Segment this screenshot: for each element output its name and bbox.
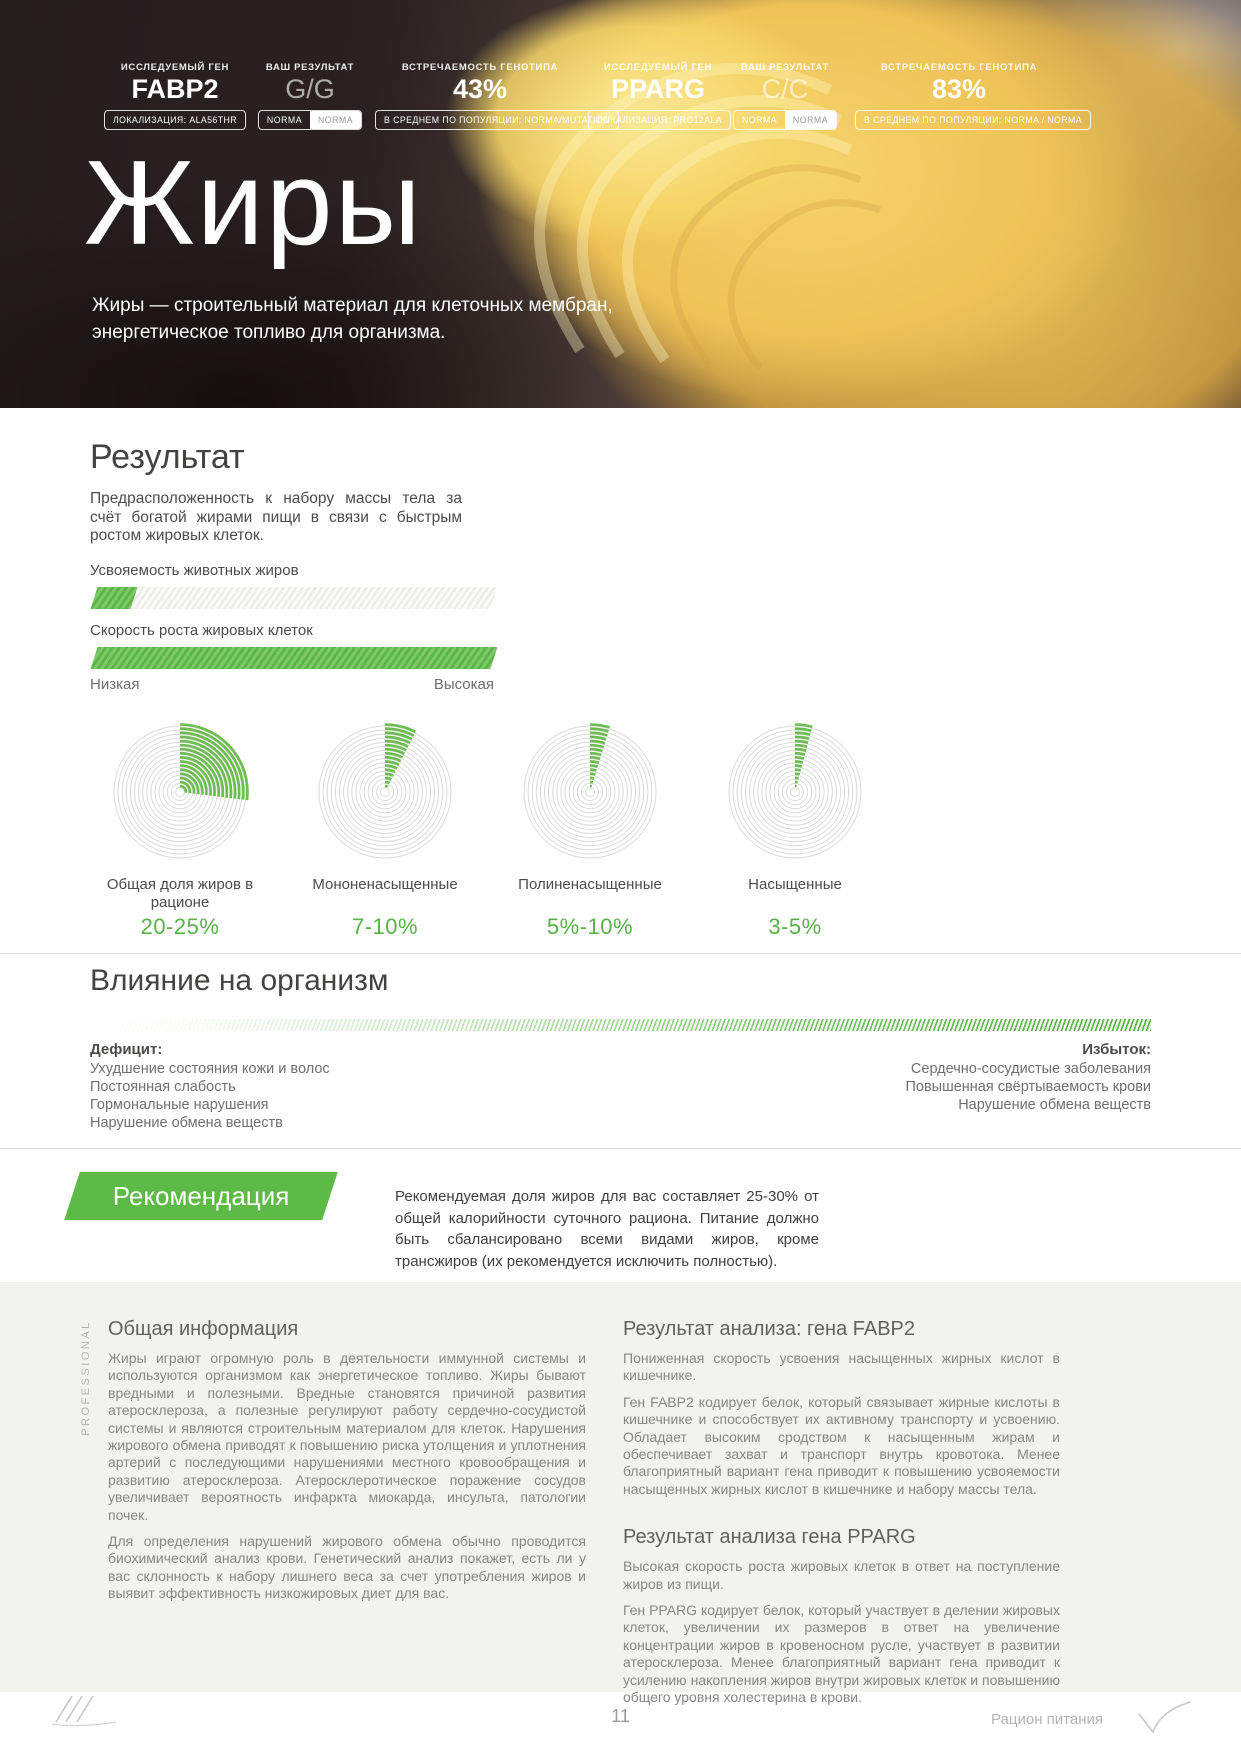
list-item: Нарушение обмена веществ <box>958 1097 1151 1113</box>
chart-value-saturated: 3-5% <box>768 914 822 939</box>
spiral-chart-monounsaturated <box>312 719 458 865</box>
chart-label-saturated: Насыщенные <box>748 876 842 893</box>
list-item: Сердечно-сосудистые заболевания <box>910 1061 1151 1077</box>
result-block-fabp2 <box>252 62 368 130</box>
chart-value-total-fats: 20-25% <box>140 914 220 939</box>
gene-label: ИССЛЕДУЕМЫЙ ГЕН <box>120 62 230 73</box>
deficit-title: Дефицит: <box>90 1041 163 1058</box>
recommendation-banner <box>64 1172 338 1220</box>
result-heading: Результат <box>90 438 245 476</box>
toggle-option-norma: NORMA <box>266 115 303 125</box>
list-item: Нарушение обмена веществ <box>90 1115 283 1131</box>
bar-label-fat-cell-growth: Скорость роста жировых клеток <box>90 622 313 639</box>
scale-low-label: Низкая <box>90 676 140 693</box>
professional-side-label: PROFESSIONAL <box>80 1320 92 1436</box>
details-panel <box>0 1282 1241 1706</box>
pparg-result-paragraph: Высокая скорость роста жировых клеток в ответ на поступление жиров из пищи. <box>623 1558 1060 1592</box>
result-block-pparg <box>732 62 838 130</box>
bar-animal-fats <box>90 587 497 609</box>
butter-photo-header <box>0 0 1241 408</box>
list-item: Ухудшение состояния кожи и волос <box>90 1061 330 1077</box>
page-title: Жиры <box>84 136 423 270</box>
chart-label-polyunsaturated: Полиненасыщенные <box>518 876 662 893</box>
gene-block-fabp2 <box>100 62 250 130</box>
bar-label-animal-fats: Усвояемость животных жиров <box>90 562 299 579</box>
chart-label-total-fats: Общая доля жиров в рационе <box>106 876 254 911</box>
list-item: Гормональные нарушения <box>90 1097 269 1113</box>
population-badge: В СРЕДНЕМ ПО ПОПУЛЯЦИИ: NORMA/MUTATION <box>375 110 619 130</box>
excess-list <box>651 1060 1151 1114</box>
footer-section-label: Рацион питания <box>991 1711 1103 1728</box>
section-divider <box>0 953 1241 954</box>
genotype-value: G/G <box>285 74 335 104</box>
frequency-value: 43% <box>452 74 508 104</box>
result-intro: Предрасположенность к набору массы тела за счёт богатой жирами пищи в связи с быстрым ростом жировых клеток. <box>90 490 462 545</box>
chart-value-polyunsaturated: 5%-10% <box>546 914 634 939</box>
bar-fill <box>90 587 137 609</box>
chart-label-monounsaturated: Мононенасыщенные <box>312 876 458 893</box>
fabp2-result-paragraph: Ген FABP2 кодирует белок, который связывает жирные кислоты в кишечнике и способствует их активному транспорту и усвоению. Обладает высоким сродством к насыщенным жирам и обеспечивает захват и транспорт внутрь кровотока. Менее благоприятный вариант гена приводит к повышению усвояемости насыщенных жирных кислот в кишечнике и набору массы тела. <box>623 1393 1060 1497</box>
deficit-list <box>90 1060 330 1132</box>
analysis-results-column <box>623 1318 1060 1707</box>
general-info-column <box>108 1318 586 1603</box>
spiral-chart-total-fats <box>107 719 253 865</box>
section-divider <box>0 1148 1241 1149</box>
excess-title: Избыток: <box>1082 1041 1151 1058</box>
general-info-paragraph: Для определения нарушений жирового обмена обычно проводится биохимический анализ крови. Генетический анализ покажет, есть ли у вас склонность к набору лишнего веса за счет употребления жиров и выявит эффективность низкожировых диет для вас. <box>108 1533 586 1602</box>
page-number: 11 <box>611 1706 630 1726</box>
recommendation-text: Рекомендуемая доля жиров для вас составляет 25-30% от общей калорийности суточного рациона. Питание должно быть сбалансировано всеми видами жиров, кроме трансжиров (их рекомендуется исключить полностью). <box>395 1188 819 1270</box>
frequency-block-fabp2 <box>375 62 610 130</box>
list-item: Повышенная свёртываемость крови <box>905 1079 1151 1095</box>
recommendation-banner-label: Рекомендация <box>112 1181 290 1211</box>
pparg-result-heading: Результат анализа гена PPARG <box>623 1526 916 1549</box>
bar-fat-cell-growth <box>90 647 497 669</box>
population-badge: В СРЕДНЕМ ПО ПОПУЛЯЦИИ: NORMA / NORMA <box>855 110 1091 130</box>
pparg-result-paragraph: Ген PPARG кодирует белок, который участвует в делении жировых клеток, увеличении их размеров в ответ на увеличение концентрации жиров в кровеносном русле, участвует в развитии атеросклероза. Менее благоприятный вариант гена приводит к усилению накопления жиров внутри жировых клеток и повышению общего уровня холестерина в крови. <box>623 1602 1060 1706</box>
frequency-value: 83% <box>931 74 987 104</box>
genotype-value: C/C <box>761 74 809 104</box>
frequency-block-pparg <box>855 62 1083 130</box>
list-item: Постоянная слабость <box>90 1079 236 1095</box>
bar-fill <box>90 647 497 669</box>
page-subtitle: Жиры — строительный материал для клеточных мембран, энергетическое топливо для организма. <box>92 295 613 343</box>
norma-toggle <box>258 110 362 130</box>
fabp2-result-paragraph: Пониженная скорость усвоения насыщенных жирных кислот в кишечнике. <box>623 1350 1060 1384</box>
fabp2-result-heading: Результат анализа: гена FABP2 <box>623 1318 916 1340</box>
spiral-chart-polyunsaturated <box>517 719 663 865</box>
influence-heading: Влияние на организм <box>90 964 389 997</box>
general-info-paragraph: Жиры играют огромную роль в деятельности иммунной системы и используются организмом как энергетическое топливо. Жиры бывают вредными и полезными. Вредные становятся причиной развития атеросклероза, а полезные регулируют работу сердечно-сосудистой системы и являются строительным материалом для клеток. Нарушения жирового обмена приводят к повышению риска утолщения и уплотнения артерий с последующими нарушениями местного кровообращения и развитию атеросклероза. Атеросклеротическое поражение сосудов увеличивает вероятность инфаркта миокарда, инсульта, патологии почек. <box>108 1350 586 1523</box>
gene-name: FABP2 <box>131 74 219 104</box>
toggle-option-norma-active: NORMA <box>310 111 361 129</box>
result-label: ВАШ РЕЗУЛЬТАТ <box>265 62 355 73</box>
gene-block-pparg <box>588 62 728 130</box>
toggle-option-norma-active: NORMA <box>785 111 836 129</box>
frequency-label: ВСТРЕЧАЕМОСТЬ ГЕНОТИПА <box>401 62 559 73</box>
gene-location-badge: ЛОКАЛИЗАЦИЯ: ALA56THR <box>104 110 246 130</box>
scale-high-label: Высокая <box>433 676 494 693</box>
gene-label: ИССЛЕДУЕМЫЙ ГЕН <box>603 62 713 73</box>
result-label: ВАШ РЕЗУЛЬТАТ <box>740 62 830 73</box>
toggle-option-norma: NORMA <box>741 115 778 125</box>
norma-toggle <box>733 110 837 130</box>
general-info-heading: Общая информация <box>108 1318 299 1340</box>
spiral-chart-saturated <box>722 719 868 865</box>
chart-value-monounsaturated: 7-10% <box>351 914 419 939</box>
deficit-excess-gradient-bar <box>90 1019 1151 1031</box>
frequency-label: ВСТРЕЧАЕМОСТЬ ГЕНОТИПА <box>880 62 1038 73</box>
footer-flourish-right <box>1135 1698 1195 1738</box>
gene-location-badge: ЛОКАЛИЗАЦИЯ: PRO12ALA <box>588 110 731 130</box>
gene-name: PPARG <box>610 74 705 104</box>
